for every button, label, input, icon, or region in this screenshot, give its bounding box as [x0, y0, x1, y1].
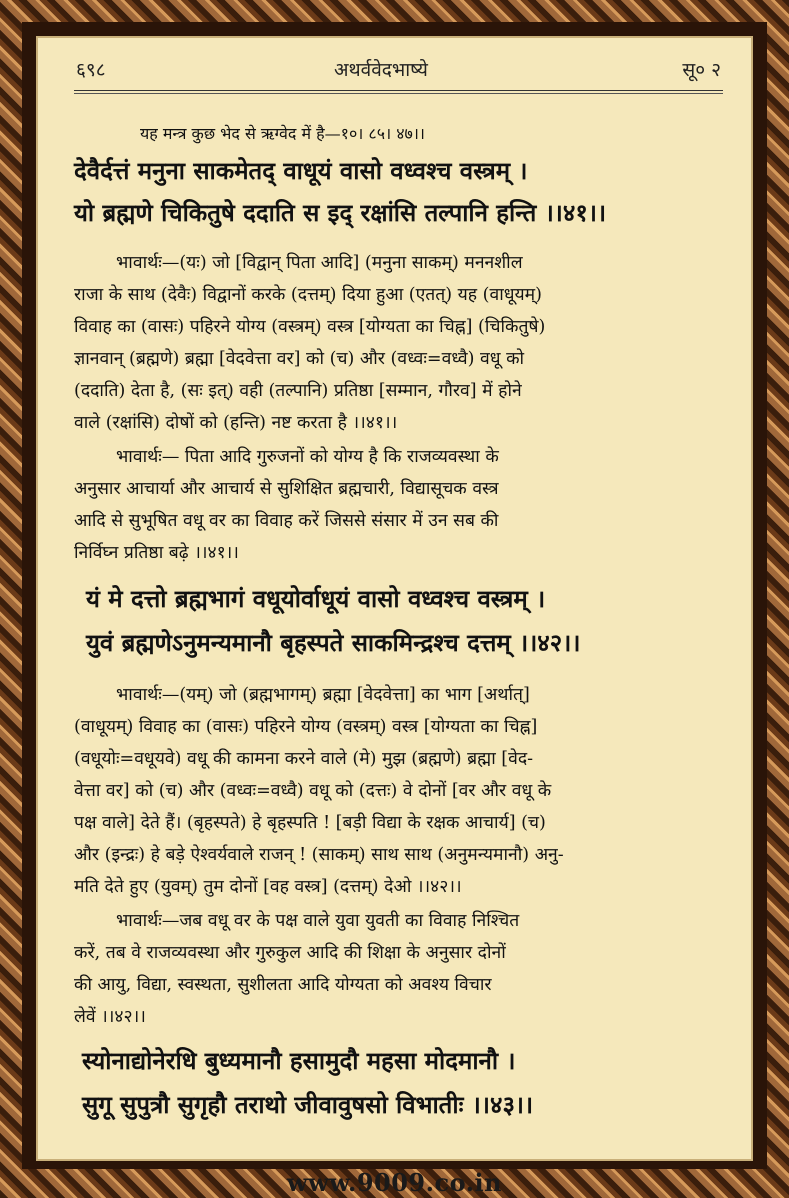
bhavartha-41-line: निर्विघ्न प्रतिष्ठा बढ़े ।।४१।। — [74, 543, 239, 563]
bhavartha-41-line: आदि से सुभूषित वधू वर का विवाह करें जिससे संसार में उन सब की — [74, 511, 499, 531]
bhavartha-41-line: भावार्थः— पिता आदि गुरुजनों को योग्य है कि राजव्यवस्था के — [116, 447, 499, 467]
mantra-42-line-2: युवं ब्रह्मणेऽनुमन्यमानौ बृहस्पते साकमिन्द्रश्च दत्तम् ।।४२।। — [86, 628, 581, 657]
bhashya-42-line: मति देते हुए (युवम्) तुम दोनों [वह वस्त्र] (दत्तम्) देओ ।।४२।। — [74, 877, 462, 897]
header-rule-2 — [74, 93, 723, 94]
website-footer: www.9009.co.in — [286, 1168, 503, 1197]
page-number: ६९८ — [76, 59, 106, 81]
bhavartha-42-line: की आयु, विद्या, स्वस्थता, सुशीलता आदि योग्यता को अवश्य विचार — [74, 975, 492, 995]
header-rule — [74, 90, 723, 91]
bhashya-42-line: वेत्ता वर] को (च) और (वध्वः=वध्वै) वधू को (दत्तः) वे दोनों [वर और वधू के — [74, 781, 552, 801]
mantra-43-line-1: स्योनाद्योनेरधि बुध्यमानौ हसामुदौ महसा मोदमानौ । — [82, 1046, 516, 1075]
bhashya-42-line: (वधूयोः=वधूयवे) वधू की कामना करने वाले (मे) मुझ (ब्रह्मणे) ब्रह्मा [वेद- — [74, 749, 534, 769]
bhashya-42-line: भावार्थः—(यम्) जो (ब्रह्मभागम्) ब्रह्मा [वेदवेत्ता] का भाग [अर्थात्] — [116, 685, 530, 705]
bhavartha-42-line: लेवें ।।४२।। — [74, 1007, 146, 1027]
bhashya-42-line: (वाधूयम्) विवाह का (वासः) पहिरने योग्य (वस्त्रम्) वस्त्र [योग्यता का चिह्न] — [74, 717, 538, 737]
page-header — [36, 56, 753, 86]
bhashya-42-line: और (इन्द्रः) हे बड़े ऐश्वर्यवाले राजन् ! (साकम्) साथ साथ (अनुमन्यमानौ) अनु- — [74, 845, 564, 865]
bhavartha-42-line: भावार्थः—जब वधू वर के पक्ष वाले युवा युवती का विवाह निश्चित — [116, 911, 520, 931]
book-title: अथर्ववेदभाष्ये — [334, 59, 428, 81]
mantra-42-line-1: यं मे दत्तो ब्रह्मभागं वधूयोर्वाधूयं वासो वध्वश्च वस्त्रम् । — [86, 584, 546, 613]
mantra-41-line-2: यो ब्रह्मणे चिकितुषे ददाति स इद् रक्षांसि तल्पानि हन्ति ।।४१।। — [74, 198, 607, 227]
bhashya-41-line: ज्ञानवान् (ब्रह्मणे) ब्रह्मा [वेदवेत्ता वर] को (च) और (वध्वः=वध्वै) वधू को — [74, 349, 525, 369]
rigveda-reference: यह मन्त्र कुछ भेद से ऋग्वेद में है—१०। ८५। ४७।। — [140, 124, 425, 143]
sukta-label: सू० २ — [682, 59, 721, 81]
bhavartha-42-line: करें, तब वे राजव्यवस्था और गुरुकुल आदि की शिक्षा के अनुसार दोनों — [74, 943, 506, 963]
bhashya-41-line: वाले (रक्षांसि) दोषों को (हन्ति) नष्ट करता है ।।४१।। — [74, 413, 398, 433]
bhashya-41-line: भावार्थः—(यः) जो [विद्वान् पिता आदि] (मनुना साकम्) मननशील — [116, 253, 523, 273]
bhashya-41-line: राजा के साथ (देवैः) विद्वानों करके (दत्तम्) दिया हुआ (एतत्) यह (वाधूयम्) — [74, 285, 542, 305]
bhashya-41-line: (ददाति) देता है, (सः इत्) वही (तल्पानि) प्रतिष्ठा [सम्मान, गौरव] में होने — [74, 381, 522, 401]
mantra-41-line-1: देवैर्दत्तं मनुना साकमेतद् वाधूयं वासो वध्वश्च वस्त्रम् । — [74, 156, 528, 185]
bhavartha-41-line: अनुसार आचार्या और आचार्य से सुशिक्षित ब्रह्मचारी, विद्यासूचक वस्त्र — [74, 479, 499, 499]
bhashya-41-line: विवाह का (वासः) पहिरने योग्य (वस्त्रम्) वस्त्र [योग्यता का चिह्न] (चिकितुषे) — [74, 317, 546, 337]
page — [36, 36, 753, 1161]
mantra-43-line-2: सुगू सुपुत्रौ सुगृहौ तराथो जीवावुषसो विभातीः ।।४३।। — [82, 1090, 534, 1119]
bhashya-42-line: पक्ष वाले] देते हैं। (बृहस्पते) हे बृहस्पति ! [बड़ी विद्या के रक्षक आचार्य] (च) — [74, 813, 546, 833]
